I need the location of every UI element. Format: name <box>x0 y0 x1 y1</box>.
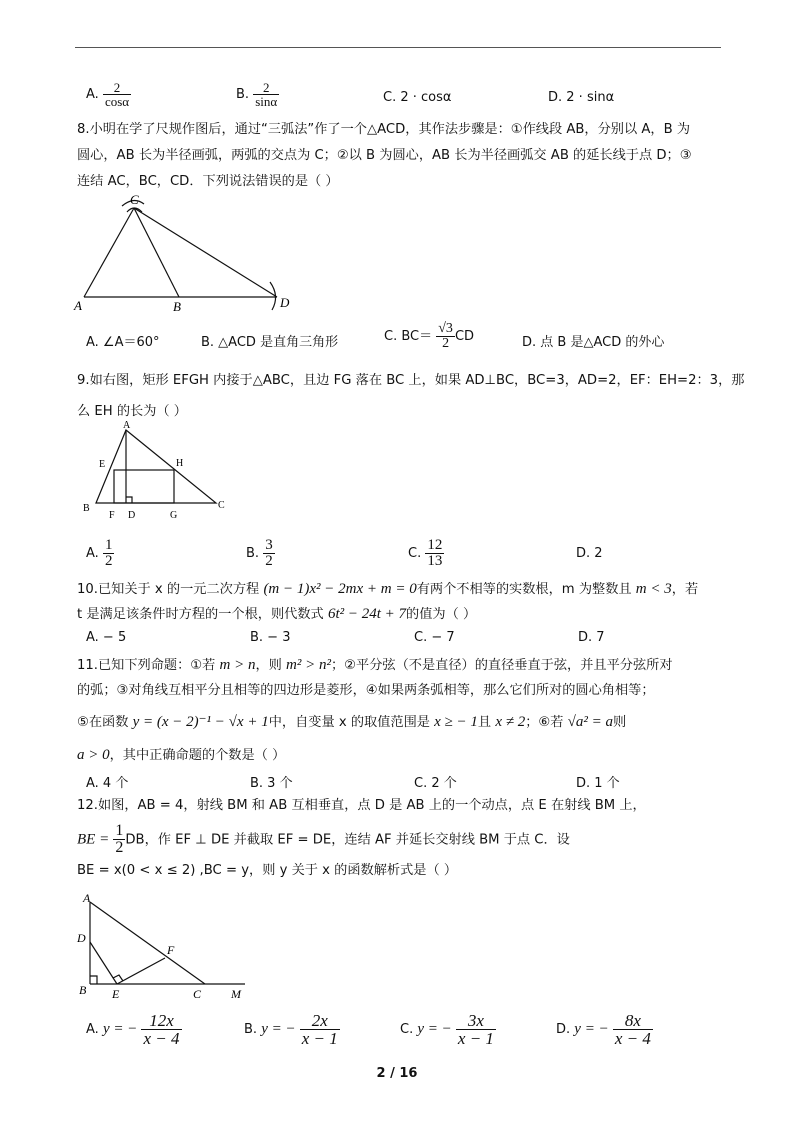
q12-text-line3: BE = x(0 < x ≤ 2) ,BC = y，则 y 关于 x 的函数解析式是（ ） <box>77 863 458 878</box>
text: ，若 <box>671 582 699 597</box>
function-expression: y = (x − 2)⁻¹ − √x + 1 <box>132 714 269 730</box>
denominator: x − 1 <box>301 1029 338 1048</box>
denominator: x − 4 <box>143 1029 180 1048</box>
label-f: F <box>109 510 115 521</box>
denominator: 2 <box>436 336 455 351</box>
math-text: y = − <box>261 1021 296 1037</box>
math-condition: a > 0 <box>77 747 110 763</box>
q10-text-line1 <box>77 580 698 599</box>
q12-figure <box>75 890 255 1005</box>
segment-ac <box>90 902 205 984</box>
fraction <box>103 538 115 569</box>
math-text: y = − <box>574 1021 609 1037</box>
q12-option-d <box>556 1012 653 1047</box>
text: ；②平分弦（不是直径）的直径垂直于弦，并且平分弦所对 <box>331 658 673 673</box>
option-label: B. <box>246 546 260 561</box>
option-label: A. <box>86 87 99 102</box>
math-text: BE = <box>77 831 110 848</box>
label-e: E <box>112 987 120 1001</box>
segment-cd <box>134 208 277 297</box>
q10-option-d: D. 7 <box>578 630 605 645</box>
option-label: B. <box>236 87 250 102</box>
numerator: 1 <box>115 822 124 839</box>
label-f: F <box>167 943 175 957</box>
label-g: G <box>170 510 178 521</box>
fraction <box>436 322 455 351</box>
text: 有两个不相等的实数根，m 为整数且 <box>416 582 632 597</box>
text: 且 <box>477 715 492 730</box>
text: ⑤在函数 <box>77 715 129 730</box>
numerator: 2 <box>113 80 121 95</box>
numerator: 3x <box>467 1011 484 1030</box>
fraction <box>103 81 131 108</box>
q8-text-line3: 连结 AC，BC，CD．下列说法错误的是（ ） <box>77 174 339 189</box>
q11-text-line3 <box>77 713 626 732</box>
right-angle-mark-b <box>90 976 97 984</box>
fraction <box>300 1012 340 1047</box>
numerator: 2x <box>311 1011 328 1030</box>
header-rule <box>75 47 721 48</box>
label-c: C <box>130 192 139 207</box>
numerator: 1 <box>104 537 113 553</box>
text: 10.已知关于 x 的一元二次方程 <box>77 582 260 597</box>
denominator: 2 <box>265 553 273 569</box>
math-sqrt: √a² = a <box>567 714 613 730</box>
numerator: 8x <box>624 1011 641 1030</box>
text: DB，作 EF ⊥ DE 并截取 EF = DE，连结 AF 并延长交射线 BM 于点 C．设 <box>125 832 570 848</box>
q9-option-a <box>86 538 114 569</box>
fraction <box>613 1012 653 1047</box>
label-c: C <box>218 500 225 511</box>
equation: (m − 1)x² − 2mx + m = 0 <box>263 581 417 597</box>
q11-text-line4 <box>77 746 285 765</box>
q7-option-b <box>236 81 279 108</box>
math-inequality: m > n <box>219 657 256 673</box>
q8-option-d: D. 点 B 是△ACD 的外心 <box>522 335 665 350</box>
q11-option-a: A. 4 个 <box>86 776 129 791</box>
q9-option-b <box>246 538 275 569</box>
text: 的值为（ ） <box>406 607 477 622</box>
q12-option-c <box>400 1012 496 1047</box>
option-label: B. <box>244 1022 258 1037</box>
q8-option-c <box>384 322 474 351</box>
math-range: x ≥ − 1 <box>434 714 478 730</box>
option-text: CD <box>454 329 475 344</box>
q7-option-d: D. 2 · sinα <box>548 90 615 105</box>
q12-text-line1: 12.如图，AB = 4，射线 BM 和 AB 互相垂直，点 D 是 AB 上的一个动点，点 E 在射线 BM 上， <box>77 798 646 813</box>
denominator: sinα <box>255 94 278 109</box>
fraction <box>263 538 275 569</box>
text: 则 <box>612 715 627 730</box>
label-b: B <box>79 983 87 997</box>
label-m: M <box>231 987 241 1001</box>
text: ；⑥若 <box>525 715 564 730</box>
text: ，则 <box>255 658 282 673</box>
numerator: √3 <box>438 321 453 336</box>
q10-option-b: B. − 3 <box>250 630 291 645</box>
q10-option-a: A. − 5 <box>86 630 127 645</box>
q10-option-c: C. − 7 <box>414 630 455 645</box>
label-b: B <box>83 503 90 514</box>
numerator: 2 <box>262 80 270 95</box>
text: ，其中正确命题的个数是（ ） <box>109 748 286 763</box>
q11-text-line2: 的弧；③对角线互相平分且相等的四边形是菱形，④如果两条弧相等，那么它们所对的圆心角相等； <box>77 683 655 698</box>
right-angle-mark <box>126 497 132 503</box>
label-c: C <box>193 987 202 1001</box>
label-a: A <box>123 420 131 431</box>
q12-option-a <box>86 1012 182 1047</box>
q8-text-line2: 圆心，AB 长为半径画弧，两弧的交点为 C；②以 B 为圆心，AB 长为半径画弧交 AB 的延长线于点 D；③ <box>77 148 692 163</box>
q7-option-a <box>86 81 131 108</box>
q11-option-d: D. 1 个 <box>576 776 620 791</box>
fraction <box>456 1012 496 1047</box>
math-range: x ≠ 2 <box>495 714 526 730</box>
q9-text-line1: 9.如右图，矩形 EFGH 内接于△ABC，且边 FG 落在 BC 上，如果 AD⊥BC，BC=3，AD=2，EF：EH=2：3，那 <box>77 373 745 388</box>
text: 11.已知下列命题：①若 <box>77 658 216 673</box>
fraction <box>141 1012 181 1047</box>
numerator: 3 <box>265 537 273 553</box>
label-a: A <box>74 298 82 313</box>
option-label: D. <box>556 1022 571 1037</box>
rectangle-efgh <box>114 470 174 503</box>
label-e: E <box>99 459 106 470</box>
q12-option-b <box>244 1012 340 1047</box>
q8-option-a: A. ∠A＝60° <box>86 335 160 350</box>
text: t 是满足该条件时方程的一个根，则代数式 <box>77 607 324 622</box>
denominator: 2 <box>115 839 124 856</box>
denominator: 13 <box>427 553 443 569</box>
q7-option-c: C. 2 · cosα <box>383 90 452 105</box>
q11-option-b: B. 3 个 <box>250 776 293 791</box>
segment-ac <box>84 208 134 297</box>
q11-option-c: C. 2 个 <box>414 776 457 791</box>
expression: 6t² − 24t + 7 <box>327 606 407 622</box>
q11-text-line1 <box>77 656 673 675</box>
q9-option-d: D. 2 <box>576 546 603 561</box>
q9-option-c <box>408 538 444 569</box>
denominator: x − 4 <box>614 1029 651 1048</box>
q8-text-line1: 8.小明在学了尺规作图后，通过“三弧法”作了一个△ACD，其作法步骤是：①作线段 AB，分别以 A，B 为 <box>77 122 691 137</box>
math-inequality: m² > n² <box>286 657 331 673</box>
label-h: H <box>176 458 184 469</box>
q12-text-line2 <box>77 823 570 856</box>
segment-ef <box>117 958 165 984</box>
math-text: y = − <box>417 1021 452 1037</box>
option-label: C. <box>400 1022 414 1037</box>
math-text: y = − <box>102 1021 138 1037</box>
text: 中，自变量 x 的取值范围是 <box>268 715 430 730</box>
q10-text-line2 <box>77 605 476 624</box>
label-d: D <box>128 510 136 521</box>
option-label: A. <box>86 1022 99 1037</box>
q9-text-line2: 么 EH 的长为（ ） <box>77 404 187 419</box>
q8-option-b: B. △ACD 是直角三角形 <box>201 335 339 350</box>
denominator: cosα <box>104 94 130 109</box>
fraction <box>113 823 125 856</box>
label-b: B <box>173 299 181 314</box>
option-label: A. <box>86 546 99 561</box>
label-d: D <box>77 931 86 945</box>
label-a: A <box>83 891 91 905</box>
q9-figure <box>80 420 240 525</box>
numerator: 12x <box>149 1011 174 1030</box>
option-label: C. <box>408 546 422 561</box>
page-number: 2 / 16 <box>376 1066 418 1081</box>
fraction <box>425 538 444 569</box>
denominator: 2 <box>104 553 113 569</box>
denominator: x − 1 <box>457 1029 494 1048</box>
option-text: C. BC＝ <box>384 329 433 344</box>
q8-figure <box>72 190 302 315</box>
numerator: 12 <box>427 537 443 553</box>
fraction <box>253 81 279 108</box>
label-d: D <box>280 295 290 310</box>
math-condition: m < 3 <box>635 581 672 597</box>
